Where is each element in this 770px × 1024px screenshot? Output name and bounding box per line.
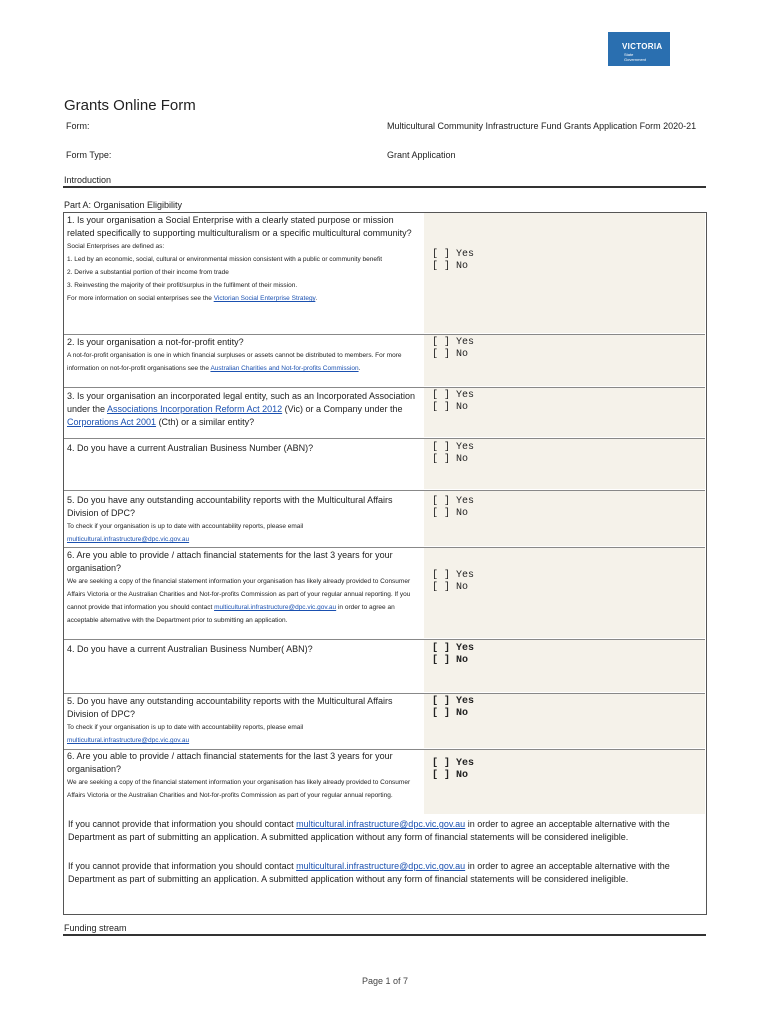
q2-yes-checkbox[interactable]: [ ] Yes xyxy=(432,337,475,348)
section-rule xyxy=(63,186,706,188)
q2-no-checkbox[interactable]: [ ] No xyxy=(432,349,469,360)
q4-no-checkbox[interactable]: [ ] No xyxy=(432,454,469,465)
q4-options[interactable] xyxy=(432,442,474,466)
logo-subtitle: State Government xyxy=(624,52,647,62)
q1-options[interactable] xyxy=(432,249,474,273)
q6b-no-checkbox[interactable]: [ ] No xyxy=(432,770,469,781)
question-1: 1. Is your organisation a Social Enterprise with a clearly stated purpose or mission related specifically to supporting multiculturalism or a specific multicultural community? Social Enterprises are defined as: 1. Led by an economic, social, cultural or environmental mission consistent with a public or community benefit 2. Derive a substantial portion of their income from trade 3. Reinvesting the majority of their profit/surplus in the fulfilment of their mission. For more information on social enterprises see the Victorian Social Enterprise Strategy. xyxy=(67,215,412,302)
q3-no-checkbox[interactable]: [ ] No xyxy=(432,402,469,413)
row-divider xyxy=(64,438,705,439)
q4b-no-checkbox[interactable]: [ ] No xyxy=(432,655,469,666)
q5b-yes-checkbox[interactable]: [ ] Yes xyxy=(432,696,475,707)
answer-cell xyxy=(424,213,705,333)
accountability-email-link-repeat[interactable]: multicultural.infrastructure@dpc.vic.gov.au xyxy=(67,737,190,744)
associations-act-link[interactable]: Associations Incorporation Reform Act 2012 xyxy=(107,404,283,414)
row-divider xyxy=(64,639,705,640)
section-introduction: Introduction xyxy=(64,175,112,185)
q6-yes-checkbox[interactable]: [ ] Yes xyxy=(432,570,475,581)
q4b-yes-checkbox[interactable]: [ ] Yes xyxy=(432,643,475,654)
row-divider xyxy=(64,334,705,335)
page-number: Page 1 of 7 xyxy=(361,976,409,986)
question-3: 3. Is your organisation an incorporated legal entity, such as an Incorporated Association under the Associations Incorporation Reform Act 2012 (Vic) or a Company under the Corporations Act 2001 (Cth) or a similar entity? xyxy=(67,391,416,427)
row-divider xyxy=(64,490,705,491)
row-divider xyxy=(64,547,705,548)
acnc-link[interactable]: Australian Charities and Not-for-profits Commission xyxy=(210,365,359,372)
q5-no-checkbox[interactable]: [ ] No xyxy=(432,508,469,519)
financials-email-link[interactable]: multicultural.infrastructure@dpc.vic.gov.au xyxy=(214,604,337,611)
section-rule xyxy=(63,934,706,936)
accountability-email-link[interactable]: multicultural.infrastructure@dpc.vic.gov.au xyxy=(67,536,190,543)
victoria-government-logo xyxy=(608,32,670,66)
financials-note-1: If you cannot provide that information you should contact multicultural.infrastructure@dpc.vic.gov.au in order to agree an acceptable alternative with the Department as part of submitting an application. A submitted application without any form of financial statements will be considered ineligible. xyxy=(68,819,670,842)
q5b-no-checkbox[interactable]: [ ] No xyxy=(432,708,469,719)
note-2-email-link[interactable]: multicultural.infrastructure@dpc.vic.gov.au xyxy=(296,861,466,871)
q6b-options[interactable] xyxy=(432,758,474,782)
q6-options[interactable] xyxy=(432,570,474,594)
form-type-label: Form Type: xyxy=(66,150,112,160)
logo-wordmark: VICTORIA xyxy=(622,42,663,51)
q1-yes-checkbox[interactable]: [ ] Yes xyxy=(432,249,475,260)
corporations-act-link[interactable]: Corporations Act 2001 xyxy=(67,417,157,427)
question-4: 4. Do you have a current Australian Business Number (ABN)? xyxy=(67,443,314,453)
section-part-a: Part A: Organisation Eligibility xyxy=(64,200,183,210)
social-enterprise-strategy-link[interactable]: Victorian Social Enterprise Strategy xyxy=(213,295,316,302)
q5-yes-checkbox[interactable]: [ ] Yes xyxy=(432,496,475,507)
form-value: Multicultural Community Infrastructure Fund Grants Application Form 2020-21 xyxy=(387,121,697,131)
q2-options[interactable] xyxy=(432,337,474,361)
q5b-options[interactable] xyxy=(432,696,474,720)
financials-note-2: If you cannot provide that information you should contact multicultural.infrastructure@dpc.vic.gov.au in order to agree an acceptable alternative with the Department as part of submitting an application. A submitted application without any form of financial statements will be considered ineligible. xyxy=(68,861,670,884)
question-6-repeat: 6. Are you able to provide / attach financial statements for the last 3 years for your organisation? We are seeking a copy of the financial statement information your organisation has likely already provided to Consumer Affairs Victoria or the Australian Charities and Not-for-profits Commission as part of your regular annual reporting. xyxy=(67,751,411,799)
q3-options[interactable] xyxy=(432,390,474,414)
question-4-repeat: 4. Do you have a current Australian Business Number( ABN)? xyxy=(67,644,313,654)
q4b-options[interactable] xyxy=(432,643,474,667)
q3-yes-checkbox[interactable]: [ ] Yes xyxy=(432,390,475,401)
q6b-yes-checkbox[interactable]: [ ] Yes xyxy=(432,758,475,769)
row-divider xyxy=(64,387,705,388)
q1-no-checkbox[interactable]: [ ] No xyxy=(432,261,469,272)
form-type-value: Grant Application xyxy=(387,150,456,160)
section-funding-stream: Funding stream xyxy=(64,923,127,933)
form-label: Form: xyxy=(66,121,90,131)
note-1-email-link[interactable]: multicultural.infrastructure@dpc.vic.gov.au xyxy=(296,819,466,829)
question-6: 6. Are you able to provide / attach financial statements for the last 3 years for your organisation? We are seeking a copy of the financial statement information your organisation has likely already provided to Consumer Affairs Victoria or the Australian Charities and Not-for-profits Commission as part of your regular annual reporting. If you cannot provide that information you should contact multicultural.infrastructure@dpc.vic.gov.au in order to agree an acceptable alternative with the Department prior to submitting an application. xyxy=(67,550,411,624)
question-5: 5. Do you have any outstanding accountability reports with the Multicultural Affairs Division of DPC? To check if your organisation is up to date with accountability reports, please email multicultural.infrastructure@dpc.vic.gov.au xyxy=(67,495,393,543)
row-divider xyxy=(64,693,705,694)
q4-yes-checkbox[interactable]: [ ] Yes xyxy=(432,442,475,453)
q6-no-checkbox[interactable]: [ ] No xyxy=(432,582,469,593)
q5-options[interactable] xyxy=(432,496,474,520)
question-5-repeat: 5. Do you have any outstanding accountability reports with the Multicultural Affairs Division of DPC? To check if your organisation is up to date with accountability reports, please email multicultural.infrastructure@dpc.vic.gov.au xyxy=(67,696,393,744)
page-title: Grants Online Form xyxy=(64,97,196,114)
question-2: 2. Is your organisation a not-for-profit entity? A not-for-profit organisation is one in which financial surpluses or assets cannot be distributed to members. For more information on not-for-profit organisations see the Australian Charities and Not-for-profits Commission. xyxy=(67,337,402,372)
